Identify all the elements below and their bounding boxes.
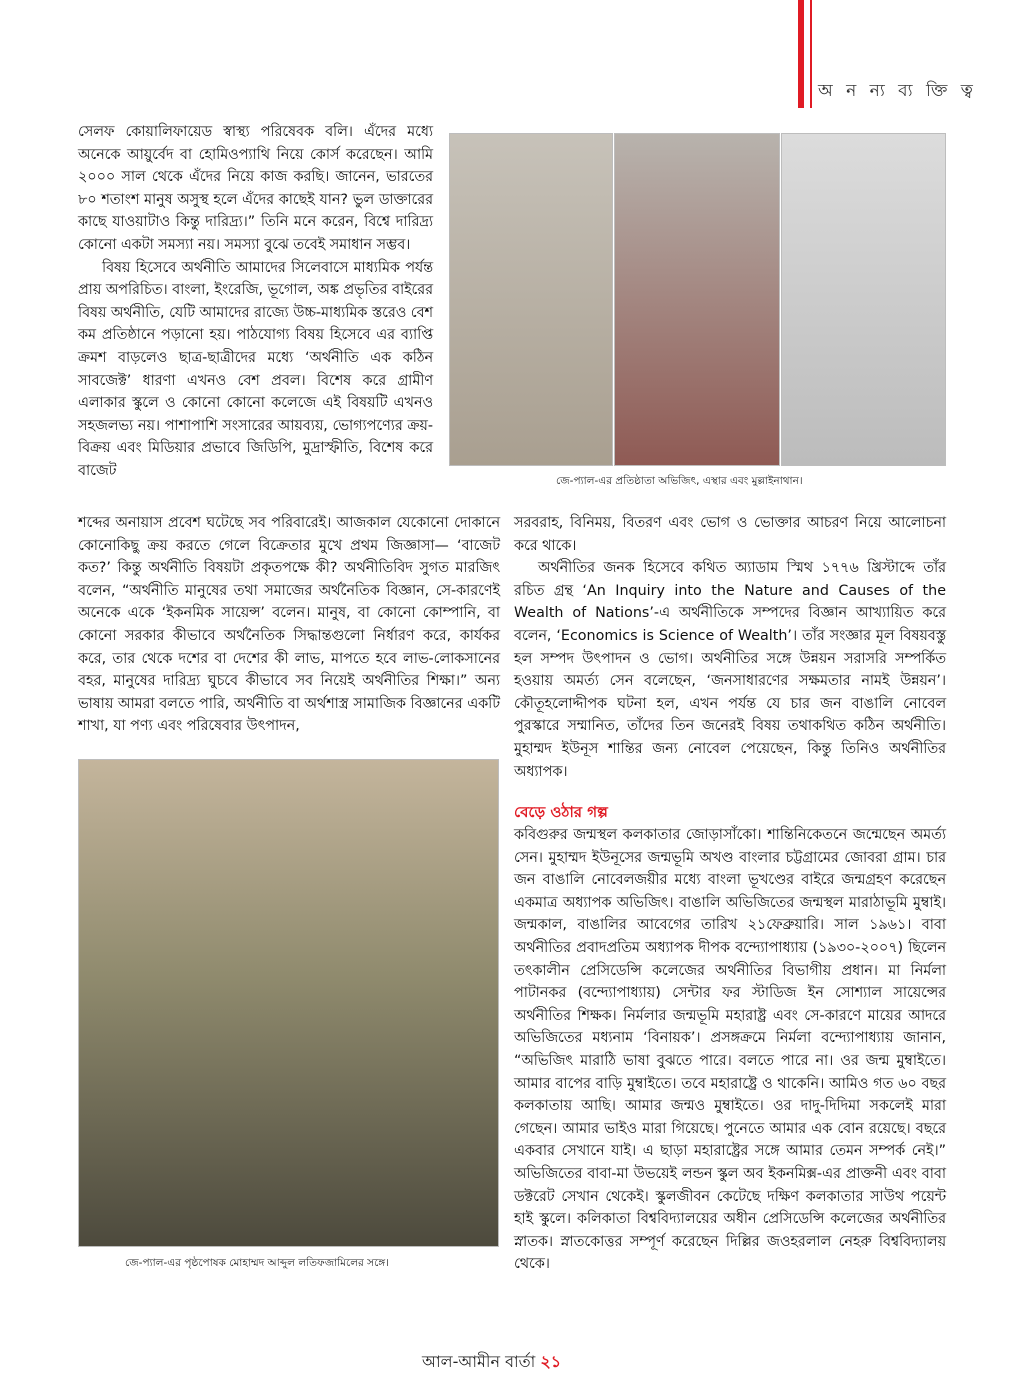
page-footer [422, 1349, 561, 1376]
paragraph: সরবরাহ, বিনিময়, বিতরণ এবং ভোগ ও ভোক্তার আচরণ নিয়ে আলোচনা করে থাকে। [514, 515, 946, 554]
paragraph: শব্দের অনায়াস প্রবেশ ঘটেছে সব পরিবারেই। আজকাল যেকোনো দোকানে কোনোকিছু ক্রয় করতে গেলে বিক্রেতার মুখে প্রথম জিজ্ঞাসা— ‘বাজেট কত?’ কিন্তু অর্থনীতি বিষয়টা প্রকৃতপক্ষে কী? অর্থনীতিবিদ সুগত মারজিৎ বলেন, “অর্থনীতি মানুষের তথা সমাজের অর্থনৈতিক বিজ্ঞান, সে-কারণেই অনেকে একে ‘ইকনমিক সায়েন্স’ বলেন। মানুষ, বা কোনো কোম্পানি, বা কোনো সরকার কীভাবে অর্থনৈতিক সিদ্ধান্তগুলো নির্ধারণ করে, কার্যকর করে, তার থেকে দশের বা দেশের কী লাভ, মাপতে হবে লাভ-লোকসানের বহর, মানুষের দারিদ্র্য ঘুচবে কীভাবে সব নিয়েই অর্থনীতির শিক্ষা।” অন্য ভাষায় আমরা বলতে পারি, অর্থনীতি বা অর্থশাস্ত্র সামাজিক বিজ্ঞানের একটি শাখা, যা পণ্য এবং পরিষেবার উৎপাদন, [78, 515, 500, 735]
section-bar [798, 0, 804, 108]
photo-mullainathan [781, 133, 946, 466]
photo-caption-bottom: জে-প্যাল-এর পৃষ্ঠপোষক মোহাম্মদ আব্দুল লতিফজামিলের সঙ্গে। [125, 1257, 390, 1269]
photo-esther [614, 133, 780, 466]
photo-caption-top: জে-প্যাল-এর প্রতিষ্ঠাতা অভিজিৎ, এস্থার এবং মুল্লাইনাথান। [556, 475, 803, 487]
paragraph: অর্থনীতির জনক হিসেবে কথিত অ্যাডাম স্মিথ ১৭৭৬ খ্রিস্টাব্দে তাঁর রচিত গ্রন্থ ‘An Inquiry into the Nature and Causes of the Wealth of Nations’-এ অর্থনীতিকে সম্পদের বিজ্ঞান আখ্যায়িত করে বলেন, ‘Economics is Science of Wealth’। তাঁর সংজ্ঞার মূল বিষয়বস্তু হল সম্পদ উৎপাদন ও ভোগ। অর্থনীতির সঙ্গে উন্নয়ন সরাসরি সম্পর্কিত হওয়ায় অমর্ত্য সেন বলেছেন, ‘জনসাধারণের সক্ষমতার নামই উন্নয়ন’। কৌতূহলোদ্দীপক ঘটনা হল, এখন পর্যন্ত যে চার জন বাঙালি নোবেল পুরস্কারে সম্মানিত, তাঁদের তিন জনেরই বিষয় তথাকথিত কঠিন অর্থনীতি। মুহাম্মদ ইউনূস শান্তির জন্য নোবেল পেয়েছেন, কিন্তু তিনিও অর্থনীতির অধ্যাপক। [514, 560, 946, 780]
column-right-top [514, 512, 946, 783]
section-label: অ ন ন্য ব্য ক্তি ত্ব [818, 81, 977, 101]
paragraph: কবিগুরুর জন্মস্থল কলকাতার জোড়াসাঁকো। শান্তিনিকেতনে জন্মেছেন অমর্ত্য সেন। মুহাম্মদ ইউনূসের জন্মভূমি অখণ্ড বাংলার চট্টগ্রামের জোবরা গ্রাম। চার জন বাঙালি নোবেলজয়ীর মধ্যে বাংলা ভূখণ্ডের বাইরে জন্মগ্রহণ করেছেন একমাত্র অধ্যাপক অভিজিৎ। বাঙালি অভিজিতের জন্মস্থল মারাঠাভূমি মুম্বাই। জন্মকাল, বাঙালির আবেগের তারিখ ২১ফেব্রুয়ারি। সাল ১৯৬১। বাবা অর্থনীতির প্রবাদপ্রতিম অধ্যাপক দীপক বন্দ্যোপাধ্যায় (১৯৩০-২০০৭) ছিলেন তৎকালীন প্রেসিডেন্সি কলেজের অর্থনীতির বিভাগীয় প্রধান। মা নির্মলা পাটানকর (বন্দ্যোপাধ্যায়) সেন্টার ফর স্টাডিজ ইন সোশ্যাল সায়েন্সের অর্থনীতির শিক্ষক। নির্মলার জন্মভূমি মহারাষ্ট্র এবং সে-কারণে মায়ের আদরে অভিজিতের মধ্যনাম ‘বিনায়ক’। প্রসঙ্গক্রমে নির্মলা বন্দ্যোপাধ্যায় জানান, “অভিজিৎ মারাঠি ভাষা বুঝতে পারে। বলতে পারে না। ওর জন্ম মুম্বাইতে। আমার বাপের বাড়ি মুম্বাইতে। তবে মহারাষ্ট্রে ও থাকেনি। আমিও গত ৬০ বছর কলকাতায় আছি। আমার জন্মও মুম্বাইতে। ওর দাদু-দিদিমা সকলেই মারা গেছেন। আমার ভাইও মারা গিয়েছে। পুনেতে আমার এক বোন রয়েছে। বছরে একবার সেখানে যাই। এ ছাড়া মহারাষ্ট্রের সঙ্গে আমার তেমন সম্পর্ক নেই।” অভিজিতের বাবা-মা উভয়েই লন্ডন স্কুল অব ইকনমিক্স-এর প্রাক্তনী এবং বাবা ডক্টরেট সেখান থেকেই। স্কুলজীবন কেটেছে দক্ষিণ কলকাতার সাউথ পয়েন্ট হাই স্কুলে। কলিকাতা বিশ্ববিদ্যালয়ের অধীন প্রেসিডেন্সি কলেজের অর্থনীতির স্নাতক। স্নাতকোত্তর সম্পূর্ণ করেছেন দিল্লির জওহরলাল নেহরু বিশ্ববিদ্যালয় থেকে। [514, 827, 946, 1273]
column-right-bottom [514, 824, 946, 1276]
photo-group [78, 759, 499, 1247]
paragraph: সেলফ কোয়ালিফায়েড স্বাস্থ্য পরিষেবক বলি। এঁদের মধ্যে অনেকে আয়ুর্বেদ বা হোমিওপ্যাথি নিয়ে কোর্স করেছেন। আমি ২০০০ সাল থেকে এঁদের নিয়ে কাজ করছি। জানেন, ভারতের ৮০ শতাংশ মানুষ অসুস্থ হলে এঁদের কাছেই যান? ভুল ডাক্তারের কাছে যাওয়াটাও কিন্তু দারিদ্র্য।” তিনি মনে করেন, বিশ্বে দারিদ্র্য কোনো একটা সমস্যা নয়। সমস্যা বুঝে তবেই সমাধান সম্ভব। [78, 124, 433, 253]
publication-name: আল-আমীন বার্তা [422, 1352, 536, 1371]
column-top-left [78, 121, 433, 483]
photo-abhijit [449, 133, 613, 466]
page-number: ২১ [540, 1352, 562, 1371]
paragraph: বিষয় হিসেবে অর্থনীতি আমাদের সিলেবাসে মাধ্যমিক পর্যন্ত প্রায় অপরিচিত। বাংলা, ইংরেজি, ভূগোল, অঙ্ক প্রভৃতির বাইরের বিষয় অর্থনীতি, যেটি আমাদের রাজ্যে উচ্চ-মাধ্যমিক স্তরেও বেশ কম প্রতিষ্ঠানে পড়ানো হয়। পাঠযোগ্য বিষয় হিসেবে এর ব্যাপ্তি ক্রমশ বাড়লেও ছাত্র-ছাত্রীদের মধ্যে ‘অর্থনীতি এক কঠিন সাবজেক্ট’ ধারণা এখনও বেশ প্রবল। বিশেষ করে গ্রামীণ এলাকার স্কুলে ও কোনো কোনো কলেজে এই বিষয়টি এখনও সহজলভ্য নয়। পাশাপাশি সংসারের আয়ব্যয়, ভোগ্যপণ্যের ক্রয়-বিক্রয় এবং মিডিয়ার প্রভাবে জিডিপি, মুদ্রাস্ফীতি, বিশেষ করে বাজেট [78, 259, 433, 479]
section-bar-thin [810, 0, 812, 108]
column-mid-left [78, 512, 500, 738]
section-subheading: বেড়ে ওঠার গল্প [514, 803, 608, 821]
